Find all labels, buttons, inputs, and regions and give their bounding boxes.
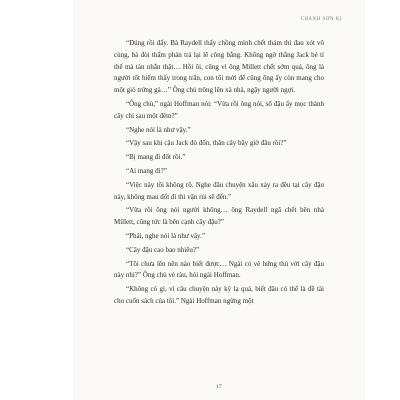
running-head: CHANH SƠN KỊ bbox=[300, 17, 342, 22]
paragraph: “Phải, nghe nói là như vậy.” bbox=[126, 231, 205, 240]
paragraph: “Vừa rồi ông nói người không… ông Raydell ngã chết bên nhà Millett, cũng tức là bên cạnh cây đậu?” bbox=[114, 206, 324, 227]
paragraph: “Ai mang đi?” bbox=[126, 166, 167, 175]
book-page bbox=[74, 0, 364, 400]
paragraph: “Không có gì, vì câu chuyện này kỳ lạ quá, biết đâu có thể là đề tài cho cuốn sách của tôi.” Ngài Hoffman ngừng một bbox=[114, 285, 324, 305]
paragraph: “Vậy sau khi cậu Jack đò đốn, thân cây bây giờ đâu rồi?” bbox=[126, 139, 287, 148]
paragraph: “Nghe nói là như vậy.” bbox=[126, 125, 191, 134]
paragraph: “Cây đậu cao bao nhiêu?” bbox=[126, 245, 200, 254]
body-text bbox=[114, 38, 324, 310]
paragraph: “Việc này tôi không rõ. Nghe đâu chuyện xấu xảy ra đều tại cây đậu này, không mau đốt đi thì vận rủi sẽ đến.” bbox=[114, 180, 324, 201]
paragraph: “Ông chủ,” ngài Hoffman nói: “Vừa rồi ông nói, số đậu ấy mọc thành cây chỉ sau một đêm?” bbox=[114, 99, 324, 120]
paragraph: “Bị mang đi đốt rồi.” bbox=[126, 153, 186, 162]
page-number: 17 bbox=[216, 384, 222, 390]
paragraph: “Đúng rồi đấy. Bà Raydell thấy chồng mình chết thảm thì đau xót vô cùng, bà đòi thẩm phán trả lại lẽ công bằng. Không ngờ thằng Jack bé tí thế mà tàn nhẫn thật… Hồi ôi, cũng vì ông Millett chết sớm quá, ông là người tốt hiếm thấy trong trấn, con tôi mới để cũng ông ấy còn mang cho một giỏ trứng gà…” Ông chủ trông lên xà nhà, ngậy người ngợi. bbox=[114, 39, 324, 95]
paragraph: “Tôi chưa lên nên nào biết được… Ngài có vẻ hứng thú với cây đậu này nhỉ?” Ông chủ vẻ ràu, hỏi ngài Hoffman. bbox=[114, 259, 324, 280]
